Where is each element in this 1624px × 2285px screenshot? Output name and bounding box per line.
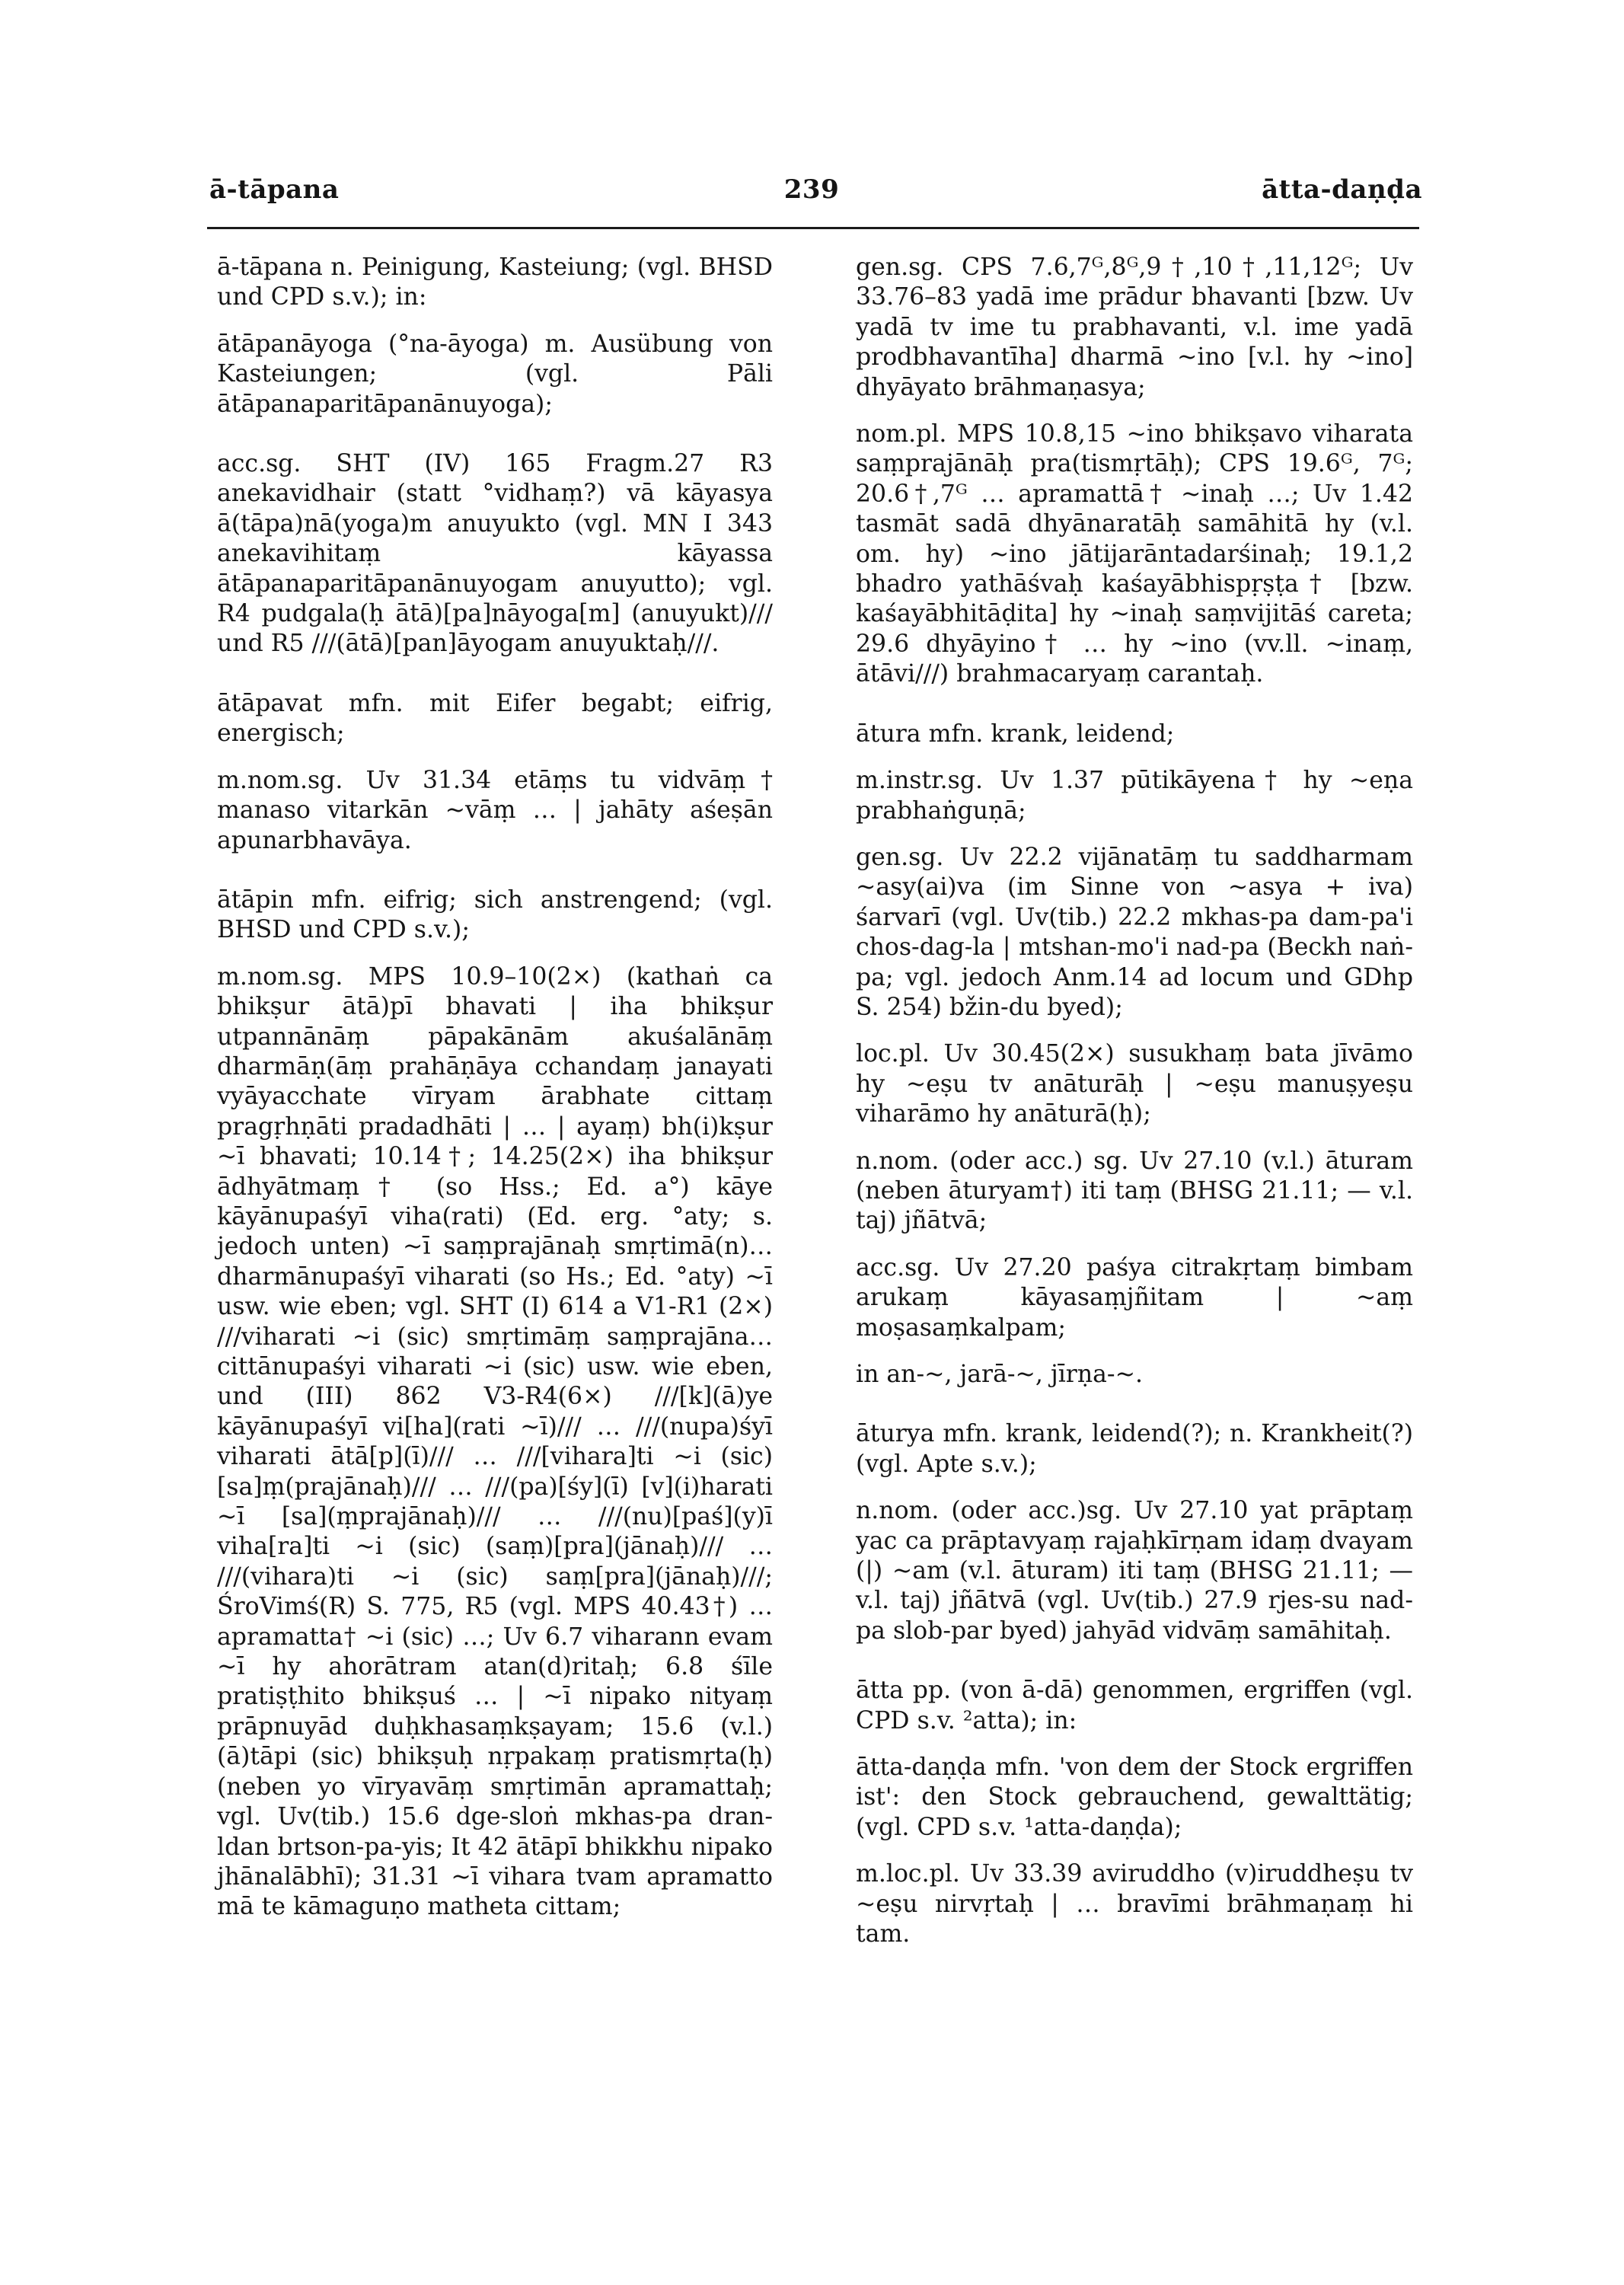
entry-paragraph: āturya mfn. krank, leidend(?); n. Krankheit(?) (vgl. Apte s.v.); xyxy=(856,1420,1413,1478)
entry-paragraph: m.instr.sg. Uv 1.37 pūtikāyena† hy ~eṇa prabhaṅguṇā; xyxy=(856,767,1413,825)
header-rule xyxy=(207,227,1419,229)
running-head-left: ā-tāpana xyxy=(209,174,340,205)
right-column xyxy=(856,253,1413,1980)
entry-paragraph: gen.sg. CPS 7.6,7ᴳ,8ᴳ,9†,10†,11,12ᴳ; Uv 33.76–83 yadā ime prādur bhavanti [bzw. Uv yadā tv ime tu prabhavanti, v.l. ime yadā prodbhavantīha] dharmā ~ino [v.l. hy ~ino] dhyāyato brāhmaṇasya; xyxy=(856,254,1413,401)
entry-paragraph: acc.sg. Uv 27.20 paśya citrakṛtaṃ bimbam arukaṃ kāyasaṃjñitam | ~aṃ moṣasaṃkalpam; xyxy=(856,1253,1413,1342)
entry-paragraph: ātura mfn. krank, leidend; xyxy=(856,720,1175,748)
entry-paragraph: m.loc.pl. Uv 33.39 aviruddho (v)iruddheṣu tv ~eṣu nirvṛtaḥ | … bravīmi brāhmaṇaṃ hi tam. xyxy=(856,1860,1413,1948)
entry-paragraph: ātta-daṇḍa mfn. 'von dem der Stock ergriffen ist': den Stock gebrauchend, gewalttätig; (vgl. CPD s.v. ¹atta-daṇḍa); xyxy=(856,1754,1413,1841)
entry-paragraph: ātāpanāyoga (°na-āyoga) m. Ausübung von Kasteiungen; (vgl. Pāli ātāpanaparitāpanānuyoga); xyxy=(217,330,773,418)
entry-paragraph: acc.sg. SHT (IV) 165 Fragm.27 R3 anekavidhair (statt °vidhaṃ?) vā kāyasya ā(tāpa)nā(yoga)m anuyukto (vgl. MN I 343 anekavihitaṃ kāyassa ātāpanaparitāpanānuyogam anuyutto); vgl. R4 pudgala(ḥ ātā)[pa]nāyoga[m] (anuyukt)/// und R5 ///(ātā)[pan]āyogam anuyuktaḥ///. xyxy=(217,450,773,658)
entry-paragraph: in an-~, jarā-~, jīrṇa-~. xyxy=(856,1361,1143,1388)
entry-paragraph: ātāpin mfn. eifrig; sich anstrengend; (vgl. BHSD und CPD s.v.); xyxy=(217,886,773,944)
entry-paragraph: loc.pl. Uv 30.45(2×) susukhaṃ bata jīvāmo hy ~eṣu tv anāturāḥ | ~eṣu manuṣyeṣu viharāmo hy anāturā(ḥ); xyxy=(856,1040,1413,1128)
entry-paragraph: ātta pp. (von ā-dā) genommen, ergriffen (vgl. CPD s.v. ²atta); in: xyxy=(856,1677,1413,1734)
left-column xyxy=(217,253,773,1952)
entry-paragraph: gen.sg. Uv 22.2 vijānatāṃ tu saddharmam ~asy(ai)va (im Sinne von ~asya + iva) śarvarī (vgl. Uv(tib.) 22.2 mkhas-pa dam-pa'i chos-dag-la | mtshan-mo'i nad-pa (Beckh naṅ-pa; vgl. jedoch Anm.14 ad locum und GDhp S. 254) bžin-du byed); xyxy=(856,843,1413,1021)
entry-paragraph: nom.pl. MPS 10.8,15 ~ino bhikṣavo viharata saṃprajānāḥ pra(tismṛtāḥ); CPS 19.6ᴳ, 7ᴳ; 20.6†,7ᴳ … apramattā† ~inaḥ …; Uv 1.42 tasmāt sadā dhyānaratāḥ samāhitā hy (v.l. om. hy) ~ino jātijarāntadarśinaḥ; 19.1,2 bhadro yathāśvaḥ kaśayābhispṛṣṭa† [bzw. kaśayābhitāḍita] hy ~inaḥ saṃvijitāś careta; 29.6 dhyāyino† … hy ~ino (vv.ll. ~inaṃ, ātāvi///) brahmacaryaṃ carantaḥ. xyxy=(856,420,1413,688)
entry-paragraph: n.nom. (oder acc.) sg. Uv 27.10 (v.l.) āturam (neben āturyam†) iti taṃ (BHSG 21.11; — v.l. taj) jñātvā; xyxy=(856,1147,1413,1235)
entry-paragraph: n.nom. (oder acc.)sg. Uv 27.10 yat prāptaṃ yac ca prāptavyaṃ rajaḥkīrṇam idaṃ dvayam (|) ~am (v.l. āturam) iti taṃ (BHSG 21.11; — v.l. taj) jñātvā (vgl. Uv(tib.) 27.9 rjes-su nad-pa slob-par byed) jahyād vidvāṃ samāhitaḥ. xyxy=(856,1497,1413,1645)
page-number: 239 xyxy=(783,174,840,205)
entry-paragraph: ātāpavat mfn. mit Eifer begabt; eifrig, energisch; xyxy=(217,689,773,748)
entry-paragraph: m.nom.sg. MPS 10.9–10(2×) (kathaṅ ca bhikṣur ātā)pī bhavati | iha bhikṣur utpannānāṃ pāpakānām akuśalānāṃ dharmāṇ(āṃ prahāṇāya cchandaṃ janayati vyāyacchate vīryam ārabhate cittaṃ pragṛhṇāti pradadhāti | … | ayaṃ) bh(i)kṣur ~ī bhavati; 10.14†; 14.25(2×) iha bhikṣur ādhyātmaṃ† (so Hss.; Ed. a°) kāye kāyānupaśyī viha(rati) (Ed. erg. °aty; s. jedoch unten) ~ī saṃprajānaḥ smṛtimā(n)… dharmānupaśyī viharati (so Hs.; Ed. °aty) ~ī usw. wie eben; vgl. SHT (I) 614 a V1-R1 (2×) ///viharati ~i (sic) smṛtimāṃ saṃprajāna… cittānupaśyi viharati ~i (sic) usw. wie eben, und (III) 862 V3-R4(6×) ///[k](ā)ye kāyānupaśyī vi[ha](rati ~ī)/// … ///(nupa)śyī viharati ātā[p](ī)/// … ///[vihara]ti ~i (sic) [sa]ṃ(prajānaḥ)/// … ///(pa)[śy](ī) [v](i)harati ~ī [sa](ṃprajānaḥ)/// … ///(nu)[paś](y)ī viha[ra]ti ~i (sic) (saṃ)[pra](jānaḥ)/// … ///(vihara)ti ~i (sic) saṃ[pra](jānaḥ)///; ŚroVimś(R) S. 775, R5 (vgl. MPS 40.43†) … apramatta† ~i (sic) …; Uv 6.7 viharann evam ~ī hy ahorātram atan(d)ritaḥ; 6.8 śīle pratiṣṭhito bhikṣuś … | ~ī nipako nityaṃ prāpnuyād duḥkhasaṃkṣayam; 15.6 (v.l.) (ā)tāpi (sic) bhikṣuḥ nṛpakaṃ pratismṛta(ḥ) (neben yo vīryavāṃ smṛtimān apramattaḥ; vgl. Uv(tib.) 15.6 dge-sloṅ mkhas-pa dran-ldan brtson-pa-yis; It 42 ātāpī bhikkhu nipako jhānalābhī); 31.31 ~ī vihara tvam apramatto mā te kāmaguṇo matheta cittam; xyxy=(217,962,773,1921)
running-head-right: ātta-daṇḍa xyxy=(1262,174,1422,205)
entry-paragraph: ā-tāpana n. Peinigung, Kasteiung; (vgl. BHSD und CPD s.v.); in: xyxy=(217,254,773,311)
entry-paragraph: m.nom.sg. Uv 31.34 etāṃs tu vidvāṃ† manaso vitarkān ~vāṃ … | jahāty aśeṣān apunarbhavāya. xyxy=(217,766,773,854)
